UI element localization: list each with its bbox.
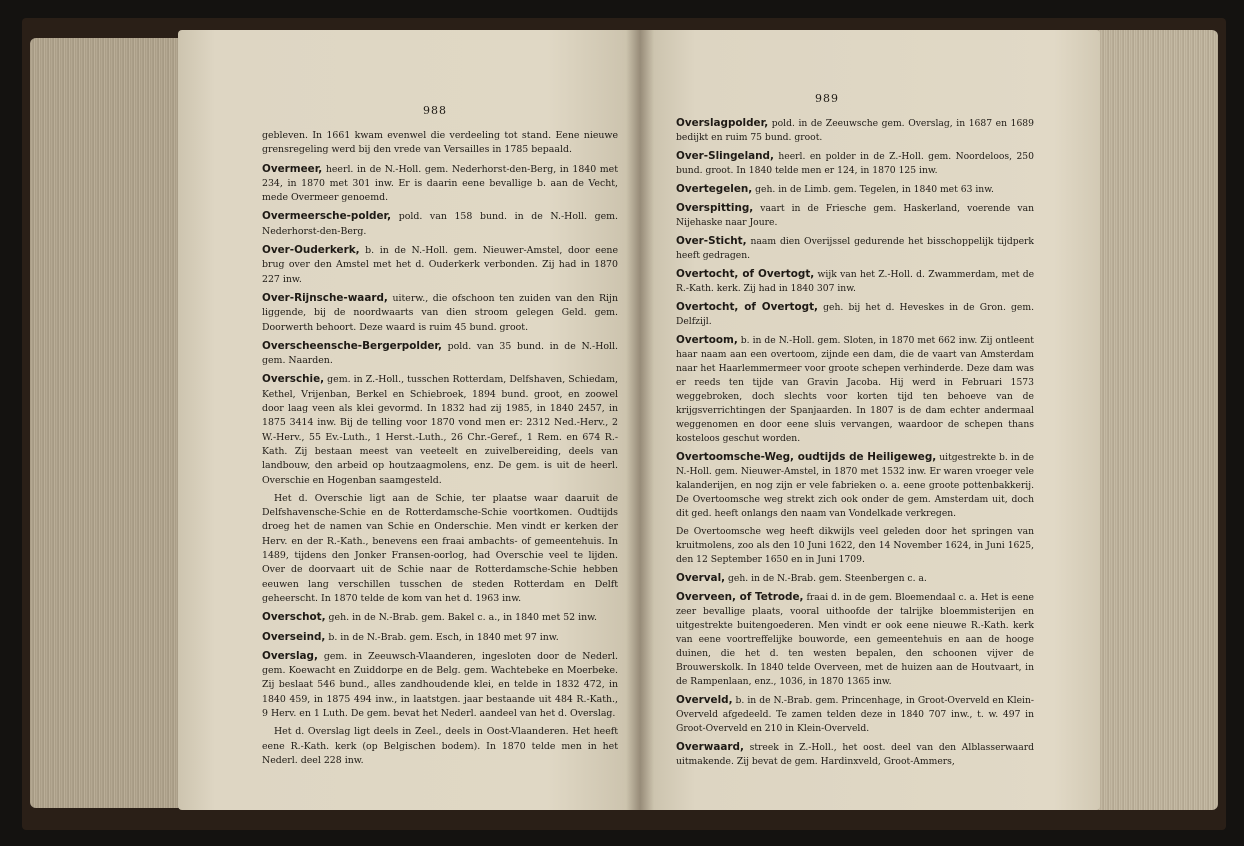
entry: Overmeersche-polder, pold. van 158 bund. in de N.-Holl. gem. Nederhorst-den-Berg. (262, 210, 618, 237)
left-page (178, 30, 640, 810)
entry: Overveld, b. in de N.-Brab. gem. Princenhage, in Groot-Overveld en Klein-Overveld afgedeeld. Te zamen telden deze in 1840 707 inw., t. w. 497 in Groot-Overveld en 210 in Klein-Overveld. (676, 694, 1034, 734)
entry-head: Overschie, (262, 373, 325, 386)
book-gutter (626, 30, 654, 810)
entry-head: Over-Sticht, (676, 235, 747, 247)
entry: Overslagpolder, pold. in de Zeeuwsche gem. Overslag, in 1687 en 1689 bedijkt en ruim 75 bund. groot. (676, 117, 1034, 143)
entry-head: Overslagpolder, (676, 117, 769, 129)
entry: Over-Rijnsche-waard, uiterw., die ofschoon ten zuiden van den Rijn liggende, bij de noordwaarts van dien stroom gelegen Geld. gem. Doorwerth behoort. Deze waard is ruim 45 bund. groot. (262, 291, 618, 333)
entry: Overmeer, heerl. in de N.-Holl. gem. Nederhorst-den-Berg, in 1840 met 234, in 1870 met 301 inw. Er is daarin eene bevallige b. aan de Vecht, mede Overmeer genoemd. (262, 162, 618, 204)
left-text-column (262, 128, 618, 772)
entry: Over-Ouderkerk, b. in de N.-Holl. gem. Nieuwer-Amstel, door eene brug over den Amstel met het d. Ouderkerk verbonden. Zij had in 1870 227 inw. (262, 244, 618, 285)
page-number-left: 988 (423, 104, 447, 117)
right-page (640, 30, 1100, 810)
entry-head: Overwaard, (676, 741, 744, 753)
entry: Het d. Overschie ligt aan de Schie, ter plaatse waar daaruit de Delfshavensche-Schie en de Rotterdamsche-Schie voortkomen. Oudtijds droeg het de namen van Schie en Onderschie. Men vindt er kerken der Herv. en der R.-Kath., benevens een fraai ambachts- of gemeentehuis. In 1489, tijdens den Jonker Fransen-oorlog, had Overschie veel te lijden. Over de doorvaart uit de Schie naar de Rotterdamsche-Schie hebben eeuwen lang verschillen tusschen de steden Rotterdam en Delft geheerscht. In 1870 telde de kom van het d. 1963 inw. (262, 492, 618, 604)
entry-head: Overveen, of Tetrode, (676, 591, 804, 603)
entry-head: Overslag, (262, 649, 318, 662)
entry-head: Overseind, (262, 630, 326, 643)
entry: Overtoom, b. in de N.-Holl. gem. Sloten, in 1870 met 662 inw. Zij ontleent haar naam aan een overtoom, zijnde een dam, die de vaart van Amsterdam naar het Haarlemmermeer voor groote schepen verhinderde. Deze dam was er reeds ten tijde van Gravin Jacoba. Hij werd in Februari 1573 weggebroken, doch slechts voor korten tijd ten behoeve van de krijgsverrichtingen der Spanjaarden. In 1807 is de dam echter andermaal weggenomen en door eene sluis vervangen, waardoor de schepen thans kosteloos geschut worden. (676, 334, 1034, 444)
entry-head: Overmeer, (262, 162, 323, 175)
entry: Overschie, gem. in Z.-Holl., tusschen Rotterdam, Delfshaven, Schiedam, Kethel, Vrijenban, Berkel en Schiebroek, 1894 bund. groot, en zoowel door laag veen als klei gevormd. In 1832 had zij 1985, in 1840 2457, in 1875 3414 inw. Bij de telling voor 1870 vond men er: 2312 Ned.-Herv., 2 W.-Herv., 55 Ev.-Luth., 1 Herst.-Luth., 26 Chr.-Geref., 1 Rem. en 674 R.-Kath. Zij bestaan meest van veeteelt en zuivelbereiding, deels van landbouw, den arbeid op houtzaagmolens, enz. De gem. is uit de heerl. Overschie en Hogenban saamgesteld. (262, 373, 618, 486)
entry: Overscheensche-Bergerpolder, pold. van 35 bund. in de N.-Holl. gem. Naarden. (262, 339, 618, 367)
entry-head: Overtoomsche-Weg, oudtijds de Heiligeweg, (676, 451, 937, 463)
entry: Over-Sticht, naam dien Overijssel gedurende het bisschoppelijk tijdperk heeft gedragen. (676, 235, 1034, 261)
entry-head: Overscheensche-Bergerpolder, (262, 339, 442, 352)
entry: Over-Slingeland, heerl. en polder in de Z.-Holl. gem. Noordeloos, 250 bund. groot. In 1840 telde men er 124, in 1870 125 inw. (676, 150, 1034, 176)
entry: Overtocht, of Overtogt, wijk van het Z.-Holl. d. Zwammerdam, met de R.-Kath. kerk. Zij had in 1840 307 inw. (676, 268, 1035, 294)
entry-head: Over-Slingeland, (676, 150, 774, 162)
left-page-edges (30, 38, 200, 808)
entry-head: Overtocht, of Overtogt, (676, 301, 818, 313)
entry: De Overtoomsche weg heeft dikwijls veel geleden door het springen van kruitmolens, zoo als den 10 Juni 1622, den 14 November 1624, in Juni 1625, den 12 September 1650 en in Juni 1709. (676, 526, 1034, 565)
entry-head: Overtoom, (676, 334, 738, 346)
entry-head: Overtegelen, (676, 183, 753, 195)
entry: gebleven. In 1661 kwam evenwel die verdeeling tot stand. Eene nieuwe grensregeling werd bij den vrede van Versailles in 1785 bepaald. (262, 130, 618, 156)
entry: Overspitting, vaart in de Friesche gem. Haskerland, voerende van Nijehaske naar Joure. (676, 202, 1034, 228)
entry: Overval, geh. in de N.-Brab. gem. Steenbergen c. a. (676, 572, 927, 584)
right-page-edges (1090, 30, 1218, 810)
entry: Het d. Overslag ligt deels in Zeel., deels in Oost-Vlaanderen. Het heeft eene R.-Kath. kerk (op Belgischen bodem). In 1870 telde men in het Nederl. deel 228 inw. (262, 726, 618, 766)
entry-head: Over-Rijnsche-waard, (262, 291, 388, 304)
entry: Overtocht, of Overtogt, geh. bij het d. Heveskes in de Gron. gem. Delfzijl. (676, 301, 1034, 327)
entry-head: Overschot, (262, 611, 326, 624)
entry: Overtoomsche-Weg, oudtijds de Heiligeweg, uitgestrekte b. in de N.-Holl. gem. Nieuwer-Amstel, in 1870 met 1532 inw. Er waren vroeger vele kalanderijen, en nog zijn er vele fabrieken o. a. eene groote pottenbakkerij. De Overtoomsche weg strekt zich ook onder de gem. Amsterdam uit, doch dit ged. heeft onlangs den naam van Vondelkade verkregen. (676, 451, 1034, 519)
page-number-right: 989 (815, 92, 839, 105)
entry: Overwaard, streek in Z.-Holl., het oost. deel van den Alblasserwaard uitmakende. Zij bevat de gem. Hardinxveld, Groot-Ammers, (676, 741, 1034, 767)
entry-head: Overspitting, (676, 202, 754, 214)
entry: Overveen, of Tetrode, fraai d. in de gem. Bloemendaal c. a. Het is eene zeer bevallige plaats, vooral uithoofde der talrijke bloemmisterijen en uitgestrekte buitengoederen. Men vindt er ook eene nieuwe R.-Kath. kerk van eene voortreffelijke bouworde, een gemeentehuis en aan de hooge duinen, die het d. ten westen bepalen, den schoonen vijver de Brouwerskolk. In 1840 telde Overveen, met de huizen aan de Houtvaart, in de Rampenlaan, enz., 1036, in 1870 1365 inw. (676, 591, 1034, 687)
entry-head: Overval, (676, 572, 726, 584)
entry-head: Over-Ouderkerk, (262, 244, 360, 257)
entry-head: Overmeersche-polder, (262, 210, 392, 223)
entry: Overschot, geh. in de N.-Brab. gem. Bakel c. a., in 1840 met 52 inw. (262, 611, 598, 624)
entry-head: Overtocht, of Overtogt, (676, 268, 815, 280)
entry: Overseind, b. in de N.-Brab. gem. Esch, in 1840 met 97 inw. (262, 630, 559, 643)
entry: Overslag, gem. in Zeeuwsch-Vlaanderen, ingesloten door de Nederl. gem. Koewacht en Zuiddorpe en de Belg. gem. Wachtebeke en Moerbeke. Zij beslaat 546 bund., alles zandhoudende klei, en telde in 1832 472, in 1840 459, in 1875 494 inw., in laatstgen. jaar bestaande uit 484 R.-Kath., 9 Herv. en 1 Luth. De gem. bevat het Nederl. aandeel van het d. Overslag. (262, 649, 618, 719)
entry-head: Overveld, (676, 694, 733, 706)
entry: Overtegelen, geh. in de Limb. gem. Tegelen, in 1840 met 63 inw. (676, 183, 994, 195)
right-text-column (676, 116, 1034, 773)
